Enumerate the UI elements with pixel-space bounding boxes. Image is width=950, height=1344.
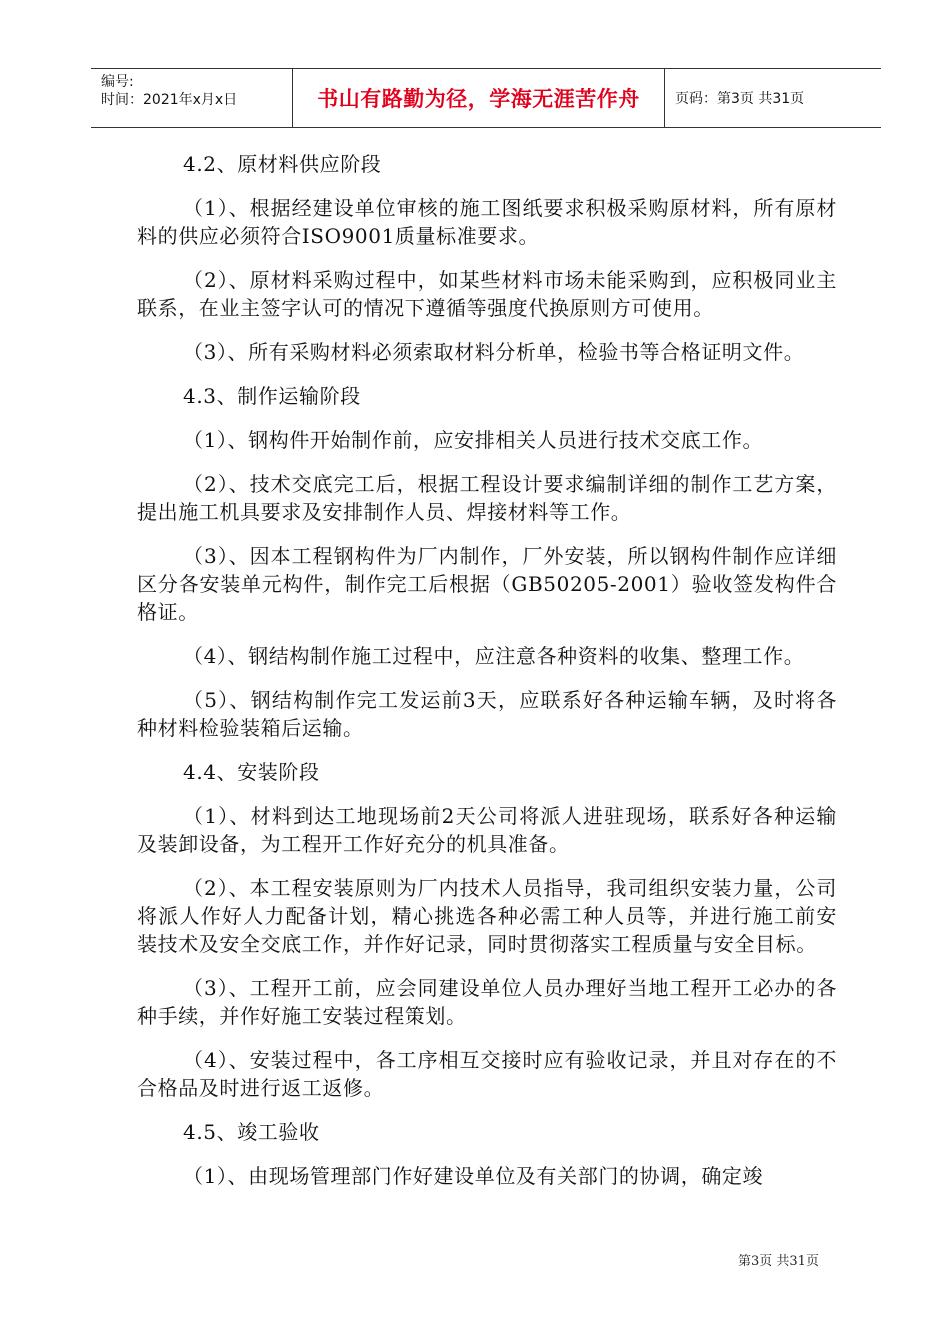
- header-page-cell: [665, 69, 881, 127]
- paragraph: （5）、钢结构制作完工发运前3天，应联系好各种运输车辆，及时将各种材料检验装箱后运输。: [137, 688, 837, 740]
- section-heading: 4.3、制作运输阶段: [183, 384, 361, 408]
- paragraph: （2）、本工程安装原则为厂内技术人员指导，我司组织安装力量，公司将派人作好人力配备计划，精心挑选各种必需工种人员等，并进行施工前安装技术及安全交底工作，并作好记录，同时贯彻落实工程质量与安全目标。: [137, 876, 837, 956]
- document-body: [137, 150, 837, 1206]
- paragraph: （4）、钢结构制作施工过程中，应注意各种资料的收集、整理工作。: [183, 644, 805, 668]
- paragraph: （2）、技术交底完工后，根据工程设计要求编制详细的制作工艺方案，提出施工机具要求及安排制作人员、焊接材料等工作。: [137, 472, 837, 524]
- page-info: 页码：第3页 共31页: [675, 91, 805, 107]
- page-header: [91, 68, 881, 128]
- code-label: 编号:: [101, 74, 134, 90]
- paragraph: （1）、材料到达工地现场前2天公司将派人进驻现场，联系好各种运输及装卸设备，为工程开工作好充分的机具准备。: [137, 804, 837, 856]
- paragraph: （4）、安装过程中，各工序相互交接时应有验收记录，并且对存在的不合格品及时进行返工返修。: [137, 1048, 837, 1100]
- paragraph: （2）、原材料采购过程中，如某些材料市场未能采购到，应积极同业主联系，在业主签字认可的情况下遵循等强度代换原则方可使用。: [137, 268, 837, 320]
- section-heading: 4.5、竣工验收: [183, 1120, 320, 1144]
- header-meta-cell: [91, 69, 293, 127]
- section-heading: 4.4、安装阶段: [183, 760, 320, 784]
- motto-text: 书山有路勤为径，学海无涯苦作舟: [317, 87, 640, 111]
- paragraph: （1）、由现场管理部门作好建设单位及有关部门的协调，确定竣: [183, 1164, 764, 1188]
- paragraph: （3）、工程开工前，应会同建设单位人员办理好当地工程开工必办的各种手续，并作好施工安装过程策划。: [137, 976, 837, 1028]
- paragraph: （3）、因本工程钢构件为厂内制作，厂外安装，所以钢构件制作应详细区分各安装单元构件，制作完工后根据（GB50205-2001）验收签发构件合格证。: [137, 544, 837, 624]
- header-motto-cell: [293, 69, 665, 127]
- section-heading: 4.2、原材料供应阶段: [183, 152, 382, 176]
- page-footer: 第3页 共31页: [738, 1254, 819, 1269]
- paragraph: （3）、所有采购材料必须索取材料分析单，检验书等合格证明文件。: [183, 340, 805, 364]
- paragraph: （1）、根据经建设单位审核的施工图纸要求积极采购原材料，所有原材料的供应必须符合ISO9001质量标准要求。: [137, 196, 837, 248]
- time-label: 时间：2021年x月x日: [101, 92, 238, 108]
- paragraph: （1）、钢构件开始制作前，应安排相关人员进行技术交底工作。: [183, 428, 764, 452]
